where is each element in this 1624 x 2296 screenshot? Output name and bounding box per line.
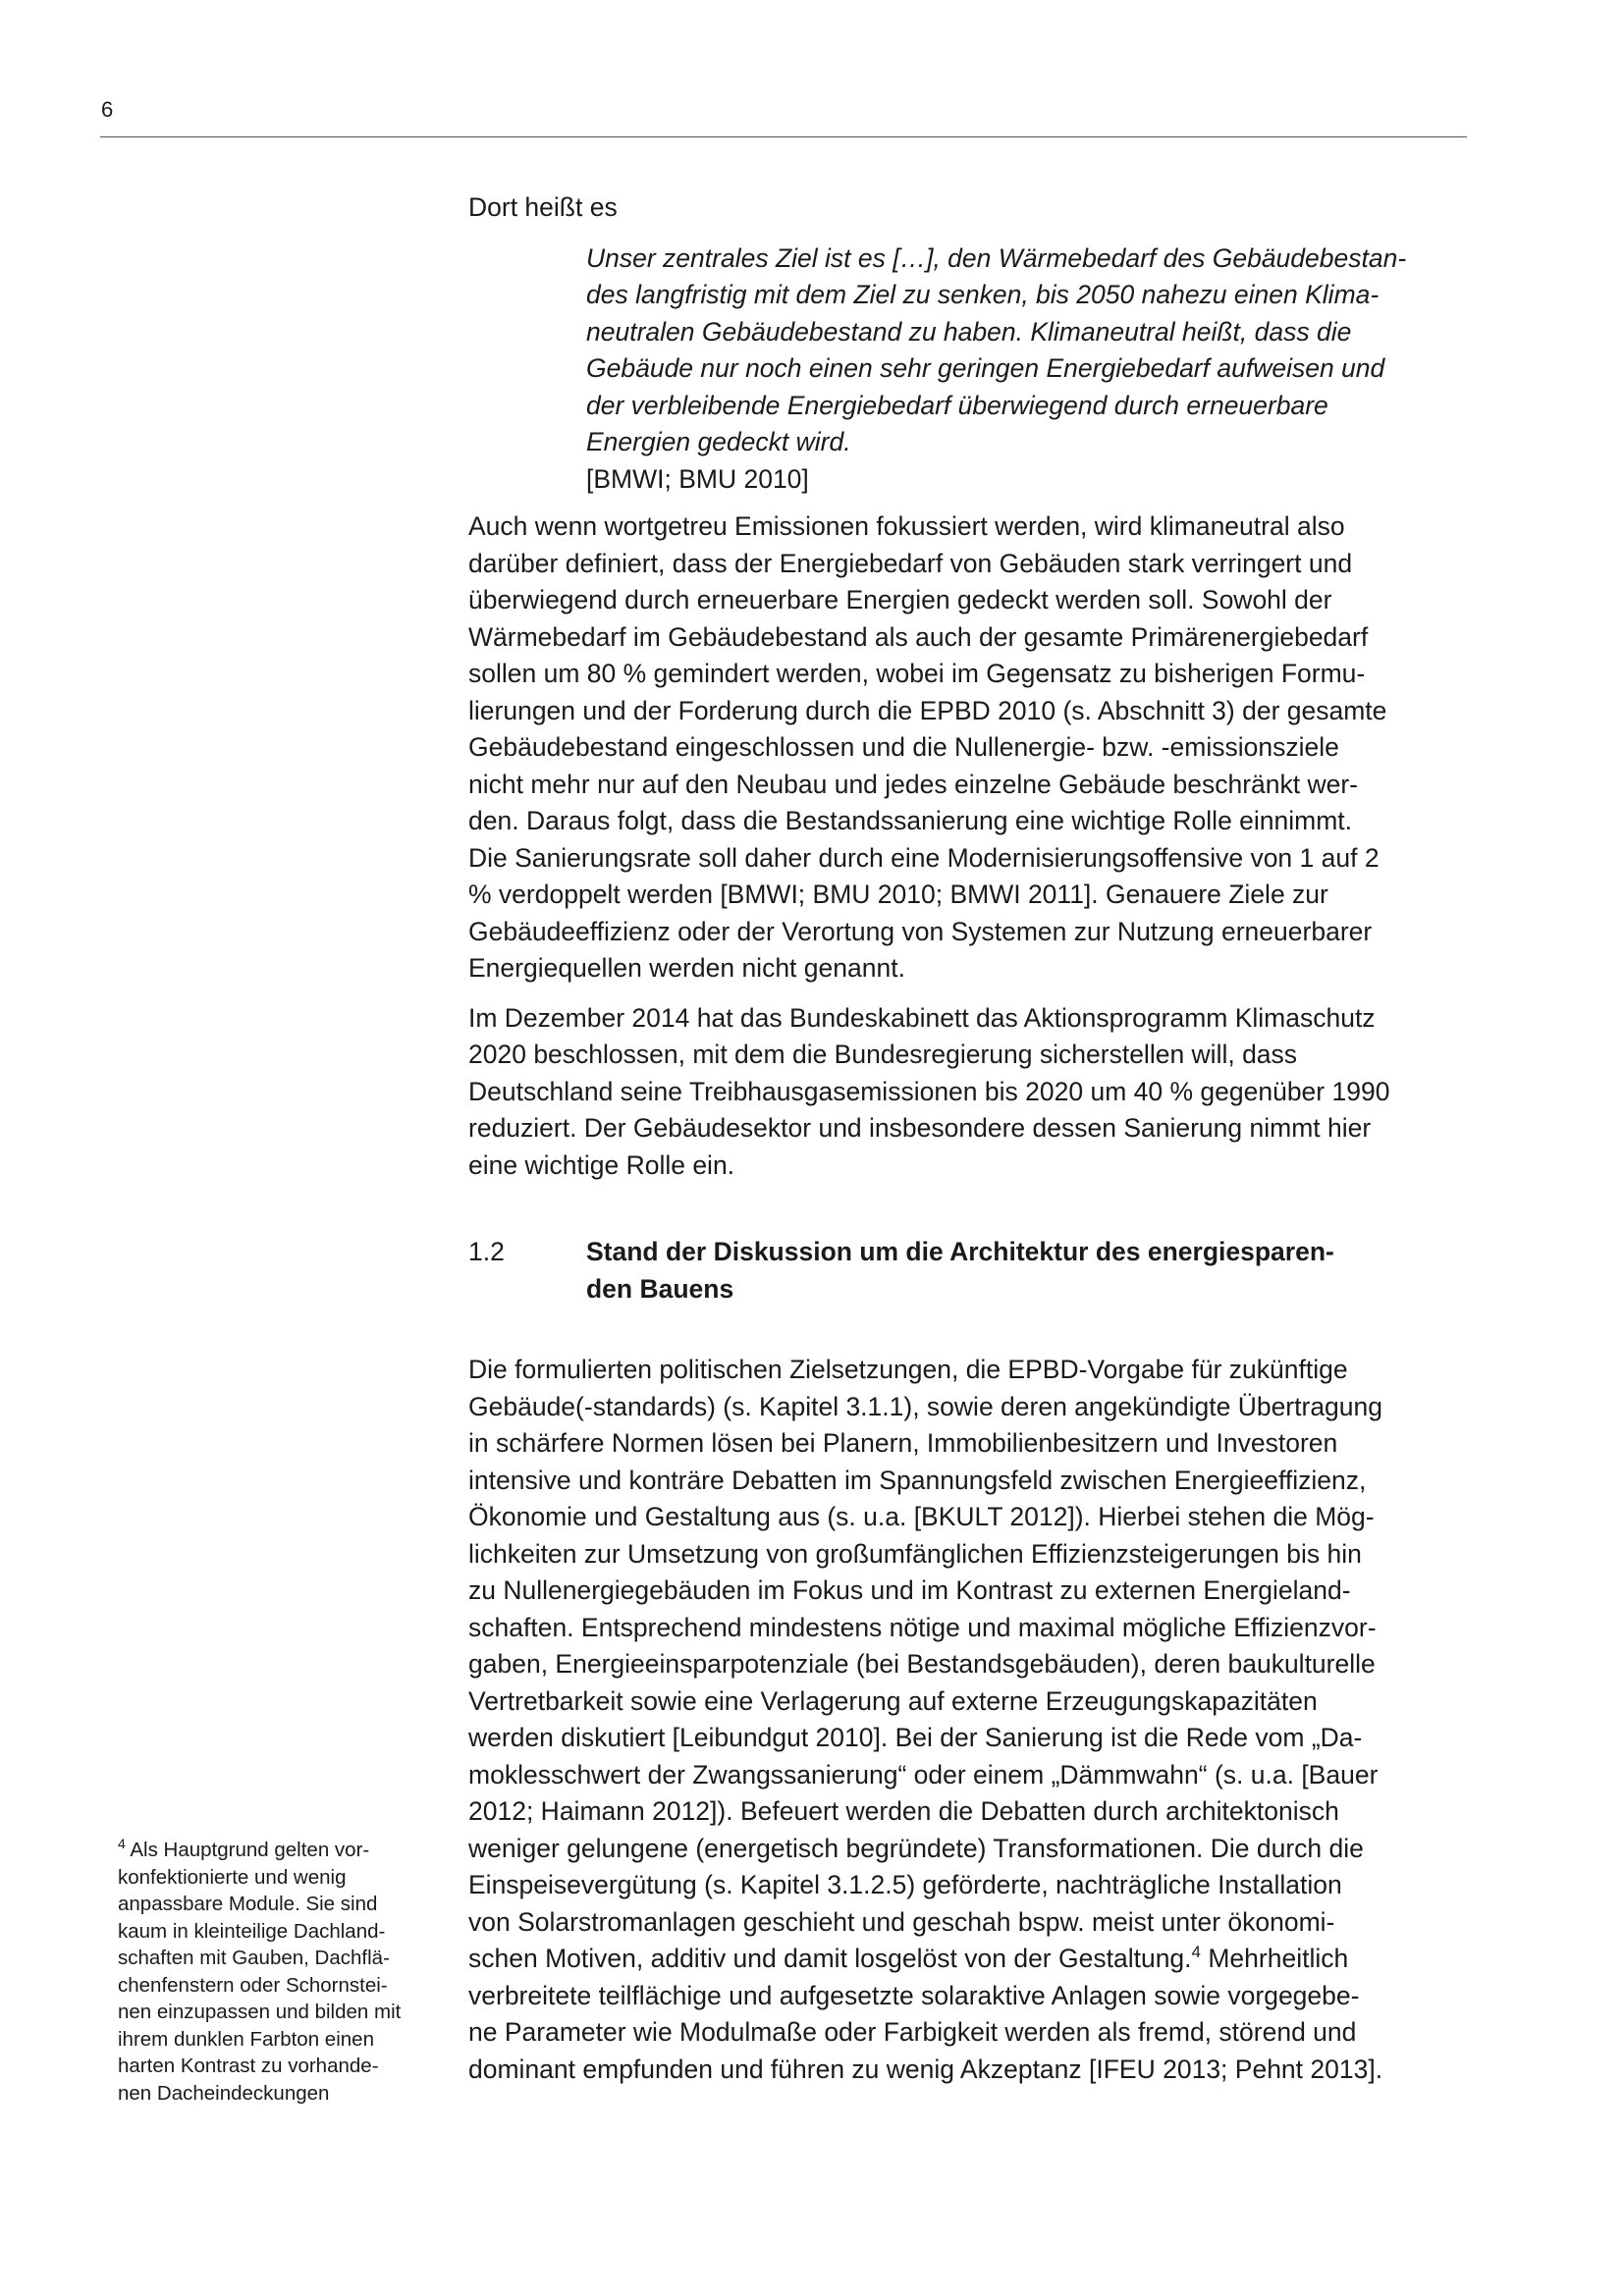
text-line: Im Dezember 2014 hat das Bundeskabinett das Aktionsprogramm Klimaschutz (468, 1002, 1376, 1033)
text-line: % verdoppelt werden [BMWI; BMU 2010; BMWI 2011]. Genauere Ziele zur (468, 880, 1328, 909)
main-text-column (468, 189, 1450, 2101)
text-line: in schärfere Normen lösen bei Planern, Immobilienbesitzern und Investoren (468, 1428, 1338, 1458)
text-line: überwiegend durch erneuerbare Energien gedeckt werden soll. Sowohl der (468, 585, 1332, 614)
section-heading (468, 1234, 1450, 1308)
text-segment: Mehrheitlich (1201, 1944, 1349, 1973)
block-quote (586, 240, 1450, 499)
text-line: lierungen und der Forderung durch die EPBD 2010 (s. Abschnitt 3) der gesamte (468, 695, 1387, 725)
quote-source: [BMWI; BMU 2010] (586, 463, 809, 494)
text-line: dominant empfunden und führen zu wenig Akzeptanz [IFEU 2013; Pehnt 2013]. (468, 2054, 1383, 2084)
text-line: Vertretbarkeit sowie eine Verlagerung auf externe Erzeugungskapazitäten (468, 1685, 1318, 1716)
text-line: lichkeiten zur Umsetzung von großumfänglichen Effizienzsteigerungen bis hin (468, 1538, 1362, 1569)
text-line: von Solarstromanlagen geschieht und geschah bspw. meist unter ökonomi- (468, 1906, 1335, 1937)
text-line: gaben, Energieeinsparpotenziale (bei Bestandsgebäuden), deren baukulturelle (468, 1649, 1376, 1679)
text-line: verbreitete teilflächige und aufgesetzte solaraktive Anlagen sowie vorgegebe- (468, 1980, 1360, 2010)
text-line: ne Parameter wie Modulmaße oder Farbigkeit werden als fremd, störend und (468, 2017, 1357, 2047)
footnote-line: kaum in kleinteilige Dachland- (118, 1919, 386, 1943)
section-title (586, 1234, 1450, 1308)
text-line: eine wichtige Rolle ein. (468, 1149, 735, 1180)
text-line: moklesschwert der Zwangssanierung“ oder einem „Dämmwahn“ (s. u.a. [Bauer (468, 1759, 1379, 1789)
text-line: nicht mehr nur auf den Neubau und jedes einzelne Gebäude beschränkt wer- (468, 769, 1358, 799)
footnote-line: nen Dacheindeckungen (118, 2081, 330, 2105)
footnote-line: ihrem dunklen Farbton einen (118, 2027, 374, 2051)
paragraph-1 (468, 508, 1450, 988)
footnote-line: chenfenstern oder Schornstei- (118, 1973, 388, 1997)
footnote-line: harten Kontrast zu vorhande- (118, 2055, 379, 2077)
text-line: zu Nullenergiegebäuden im Fokus und im Kontrast zu externen Energieland- (468, 1575, 1351, 1605)
section-title-line: Stand der Diskussion um die Architektur des energiesparen- (586, 1237, 1334, 1266)
text-line: sollen um 80 % gemindert werden, wobei im Gegensatz zu bisherigen Formu- (468, 659, 1366, 688)
quote-line: neutralen Gebäudebestand zu haben. Klimaneutral heißt, dass die (586, 316, 1352, 347)
footnote-reference[interactable]: 4 (1191, 1943, 1201, 1962)
footnote-mark: 4 (118, 1836, 126, 1852)
page-number: 6 (101, 97, 114, 122)
footnote-line: nen einzupassen und bilden mit (118, 2001, 402, 2023)
quote-line: des langfristig mit dem Ziel zu senken, bis 2050 nahezu einen Klima- (586, 280, 1380, 309)
section-title-line: den Bauens (586, 1273, 734, 1304)
footnote-line: schaften mit Gauben, Dachflä- (118, 1947, 390, 1969)
text-line: 2020 beschlossen, mit dem die Bundesregierung sicherstellen will, dass (468, 1040, 1298, 1069)
quote-line: Unser zentrales Ziel ist es […], den Wärmebedarf des Gebäudebestan- (586, 242, 1407, 273)
text-line: Ökonomie und Gestaltung aus (s. u.a. [BKULT 2012]). Hierbei stehen die Mög- (468, 1502, 1375, 1531)
paragraph-3 (468, 1352, 1450, 2088)
text-line: Gebäudebestand eingeschlossen und die Nullenergie- bzw. -emissionsziele (468, 732, 1339, 762)
paragraph-2 (468, 1000, 1450, 1185)
header-rule (100, 136, 1467, 137)
footnote-text: Als Hauptgrund gelten vor- (125, 1839, 370, 1861)
text-line: den. Daraus folgt, dass die Bestandssanierung eine wichtige Rolle einnimmt. (468, 806, 1353, 835)
text-line: darüber definiert, dass der Energiebedarf von Gebäuden stark verringert und (468, 548, 1353, 578)
intro-line: Dort heißt es (468, 192, 618, 222)
text-line: Auch wenn wortgetreu Emissionen fokussiert werden, wird klimaneutral also (468, 511, 1345, 541)
text-line-with-footnote-ref (468, 1941, 1450, 1978)
text-line: Wärmebedarf im Gebäudebestand als auch der gesamte Primärenergiebedarf (468, 621, 1369, 652)
footnote-line: anpassbare Module. Sie sind (118, 1893, 378, 1915)
quote-text (586, 240, 1450, 461)
text-line: weniger gelungene (energetisch begründete) Transformationen. Die durch die (468, 1833, 1364, 1863)
text-segment: schen Motiven, additiv und damit losgelöst von der Gestaltung. (468, 1944, 1192, 1973)
text-line: Gebäude(-standards) (s. Kapitel 3.1.1), sowie deren angekündigte Übertragung (468, 1391, 1383, 1421)
text-line: reduziert. Der Gebäudesektor und insbesondere dessen Sanierung nimmt hier (468, 1113, 1372, 1143)
footnote-line (118, 1837, 448, 1864)
text-line: Die formulierten politischen Zielsetzungen, die EPBD-Vorgabe für zukünftige (468, 1355, 1348, 1384)
footnote (118, 1837, 448, 2107)
quote-line: Gebäude nur noch einen sehr geringen Energiebedarf aufweisen und (586, 353, 1385, 383)
section-number: 1.2 (468, 1237, 505, 1266)
text-line: schaften. Entsprechend mindestens nötige und maximal mögliche Effizienzvor- (468, 1612, 1377, 1642)
text-line: intensive und konträre Debatten im Spannungsfeld zwischen Energieeffizienz, (468, 1465, 1367, 1495)
text-line: 2012; Haimann 2012]). Befeuert werden die Debatten durch architektonisch (468, 1796, 1339, 1826)
text-line: Einspeisevergütung (s. Kapitel 3.1.2.5) geförderte, nachträgliche Installation (468, 1870, 1342, 1899)
text-line: Energiequellen werden nicht genannt. (468, 953, 905, 983)
text-line: Deutschland seine Treibhausgasemissionen bis 2020 um 40 % gegenüber 1990 (468, 1076, 1390, 1106)
footnote-line: konfektionierte und wenig (118, 1865, 347, 1889)
text-line: werden diskutiert [Leibundgut 2010]. Bei der Sanierung ist die Rede vom „Da- (468, 1723, 1363, 1752)
text-line: Die Sanierungsrate soll daher durch eine Modernisierungsoffensive von 1 auf 2 (468, 842, 1380, 873)
text-line: Gebäudeeffizienz oder der Verortung von Systemen zur Nutzung erneuerbarer (468, 916, 1373, 946)
quote-line: Energien gedeckt wird. (586, 427, 851, 456)
quote-line: der verbleibende Energiebedarf überwiegend durch erneuerbare (586, 390, 1328, 420)
